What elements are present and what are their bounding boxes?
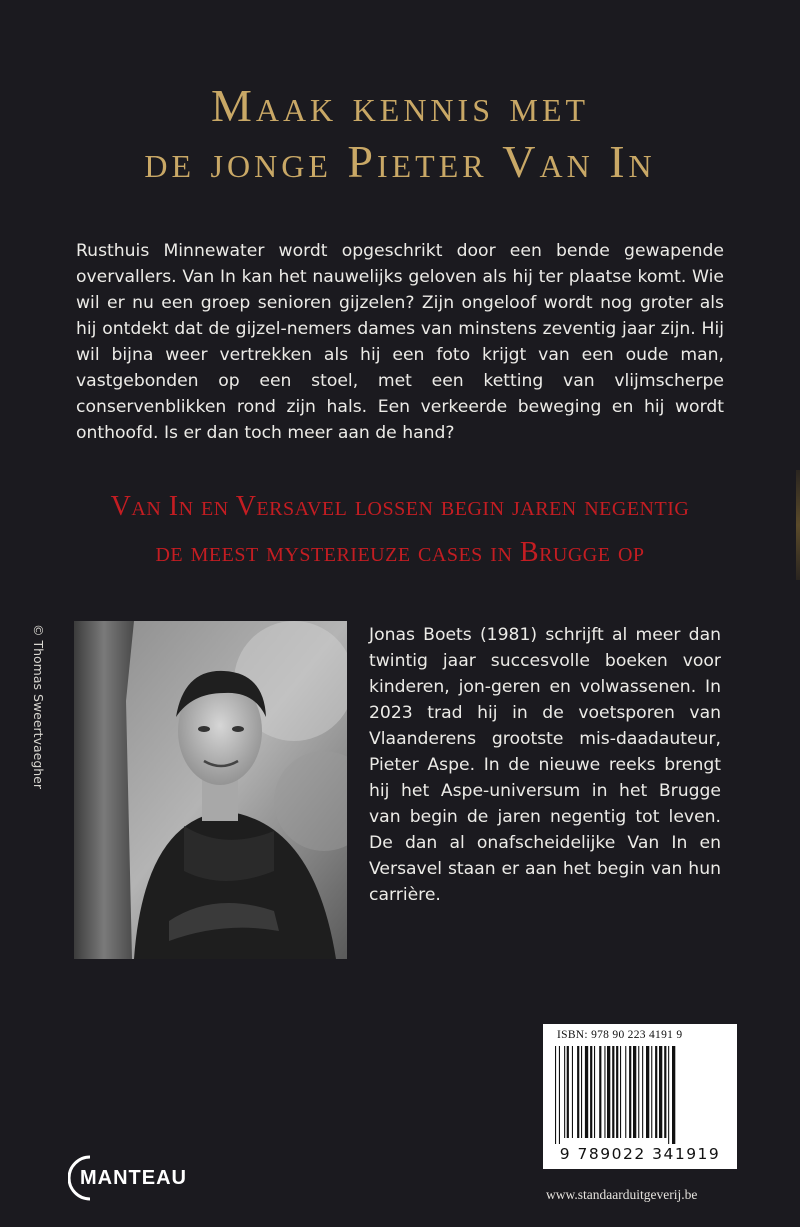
author-photo bbox=[74, 621, 347, 959]
blurb-text: Rusthuis Minnewater wordt opgeschrikt door een bende gewapende overvallers. Van In kan het nauwelijks geloven als hij ter plaatse komt. Wie wil er nu een groep senioren gijzelen? Zijn ongeloof wordt nog groter als hij ontdekt dat de gijzel-nemers dames van minstens zeventig jaar zijn. Hij wil bijna weer vertrekken als hij een foto krijgt van een oude man, vastgebonden op een stoel, met een ketting van vlijmscherpe conservenblikken rond zijn hals. Een verkeerde beweging en hij wordt onthoofd. Is er dan toch meer aan de hand? bbox=[76, 241, 724, 443]
tagline-line-2: de meest mysterieuze cases in Brugge op bbox=[155, 537, 645, 568]
manteau-logo bbox=[68, 1155, 208, 1201]
headline-line-2: de jonge Pieter Van In bbox=[144, 136, 656, 187]
tagline bbox=[0, 484, 800, 576]
author-bio: Jonas Boets (1981) schrijft al meer dan twintig jaar succesvolle boeken voor kinderen, jon-geren en volwassenen. In 2023 trad hij in de voetsporen van Vlaanderens grootste mis-daadauteur, Pieter Aspe. In de nieuwe reeks brengt hij het Aspe-universum in het Brugge van begin de jaren negentig tot leven. De dan al onafscheidelijke Van In en Versavel staan er aan het begin van hun carrière. bbox=[369, 625, 721, 905]
publisher-website: www.standaarduitgeverij.be bbox=[546, 1187, 698, 1202]
isbn-barcode bbox=[543, 1024, 737, 1169]
barcode-digits: 9 789022 341919 bbox=[559, 1145, 721, 1163]
barcode-bars bbox=[551, 1046, 729, 1144]
photo-credit-text: © Thomas Sweertvaegher bbox=[31, 624, 46, 790]
headline-line-1: Maak kennis met bbox=[210, 80, 590, 131]
isbn-label: ISBN: 978 90 223 4191 9 bbox=[557, 1029, 683, 1041]
headline bbox=[0, 78, 800, 190]
spine-edge bbox=[796, 470, 800, 580]
photo-credit bbox=[31, 624, 56, 854]
logo-wordmark: MANTEAU bbox=[80, 1167, 187, 1189]
tagline-line-1: Van In en Versavel lossen begin jaren negentig bbox=[110, 491, 690, 522]
